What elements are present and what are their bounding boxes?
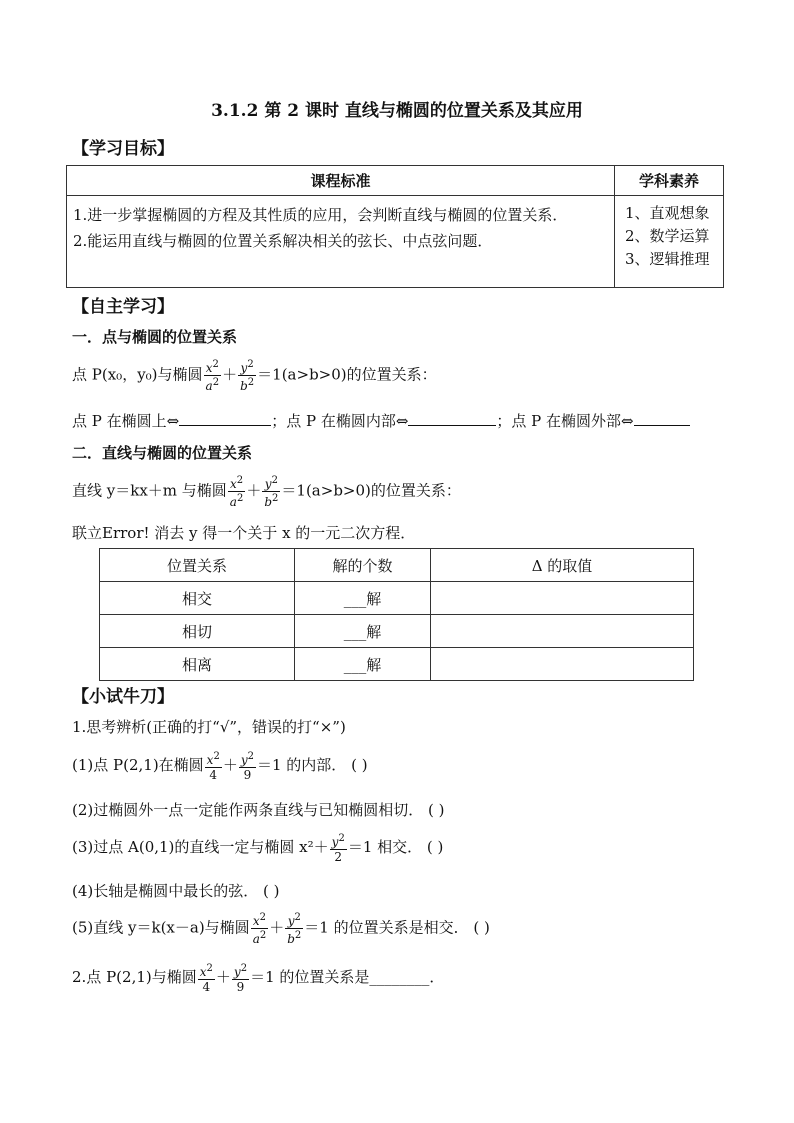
fraction-y2-b2: $\frac{y^2}{b^2}$ (240, 359, 255, 393)
exercise-1-5-prefix: (5)直线 y＝k(x－a)与椭圆 (72, 918, 250, 937)
goals-standards (67, 196, 615, 288)
header-delta: Δ 的取值 (431, 549, 694, 582)
fraction-x2-4: $\frac{x^2}{4}$ (206, 751, 220, 782)
row-delta[interactable] (431, 648, 694, 681)
goals-table (66, 165, 724, 288)
relation-inside: ；点 P 在椭圆内部⇔ (271, 412, 409, 430)
row-count[interactable]: ___解 (295, 648, 431, 681)
part1-intro-suffix: ＝1(a>b>0)的位置关系： (257, 365, 437, 384)
standard-2: 2.能运用直线与椭圆的位置关系解决相关的弦长、中点弦问题． (73, 232, 493, 250)
part2-intro: 直线 y＝kx＋m 与椭圆 $\frac{x^2}{a^2}$ ＋ $\frac{y^2}{b^2}$ ＝1(a>b>0)的位置关系： (72, 475, 461, 509)
fraction-x2-4: $\frac{x^2}{4}$ (199, 963, 213, 994)
exercise-1-2: (2)过椭圆外一点一定能作两条直线与已知椭圆相切． ( ) (72, 801, 445, 819)
literacy-1: 1、直观想象 (625, 204, 710, 222)
literacy-3: 3、逻辑推理 (625, 250, 710, 268)
exercise-2-suffix: ＝1 的位置关系是________． (250, 968, 445, 986)
part2-heading: 二．直线与椭圆的位置关系 (72, 444, 253, 462)
page-title: 3.1.2 第 2 课时 直线与椭圆的位置关系及其应用 (211, 101, 583, 121)
part2-joint: 联立Error! 消去 y 得一个关于 x 的一元二次方程． (72, 524, 416, 542)
exercise-1-5: (5)直线 y＝k(x－a)与椭圆 $\frac{x^2}{a^2}$ ＋ $\frac{y^2}{b^2}$ ＝1 的位置关系是相交． ( ) (72, 912, 490, 946)
fraction-y2-b2: $\frac{y^2}{b^2}$ (264, 475, 279, 509)
row-count[interactable]: ___解 (295, 615, 431, 648)
literacy-2: 2、数学运算 (625, 227, 710, 245)
section-goals: 【学习目标】 (72, 139, 174, 159)
fraction-x2-a2: $\frac{x^2}{a^2}$ (252, 912, 267, 946)
part1-heading: 一．点与椭圆的位置关系 (72, 328, 238, 346)
blank-inside[interactable] (408, 425, 496, 426)
part2-intro-suffix: ＝1(a>b>0)的位置关系： (281, 481, 461, 500)
exercise-1-1-suffix: ＝1 的内部． ( ) (257, 756, 368, 774)
part2-intro-prefix: 直线 y＝kx＋m 与椭圆 (72, 481, 227, 500)
exercise-1-1-prefix: (1)点 P(2,1)在椭圆 (72, 756, 204, 774)
exercise-1-1: (1)点 P(2,1)在椭圆 $\frac{x^2}{4}$ ＋ $\frac{y^2}{9}$ ＝1 的内部． ( ) (72, 751, 368, 782)
header-count: 解的个数 (295, 549, 431, 582)
part1-intro-prefix: 点 (72, 365, 92, 384)
goals-header-standard: 课程标准 (67, 166, 615, 196)
exercise-1-4: (4)长轴是椭圆中最长的弦． ( ) (72, 882, 280, 900)
row-delta[interactable] (431, 615, 694, 648)
fraction-y2-b2: $\frac{y^2}{b^2}$ (287, 912, 302, 946)
row-relation: 相交 (100, 582, 295, 615)
table-row (100, 615, 694, 648)
exercise-1-5-suffix: ＝1 的位置关系是相交． ( ) (304, 918, 490, 937)
blank-outside[interactable] (634, 425, 690, 426)
fraction-x2-a2: $\frac{x^2}{a^2}$ (229, 475, 244, 509)
fraction-y2-9: $\frac{y^2}{9}$ (240, 751, 254, 782)
relation-table (99, 548, 694, 681)
standard-1: 1.进一步掌握椭圆的方程及其性质的应用，会判断直线与椭圆的位置关系． (73, 206, 568, 224)
part1-relations (72, 410, 690, 431)
row-relation: 相切 (100, 615, 295, 648)
section-try: 【小试牛刀】 (72, 687, 174, 707)
relation-outside: ；点 P 在椭圆外部⇔ (496, 412, 634, 430)
fraction-y2-2: $\frac{y^2}{2}$ (331, 833, 345, 864)
exercise-1-3 (72, 832, 443, 864)
exercise-2-prefix: 2.点 P(2,1)与椭圆 (72, 968, 197, 986)
blank-on[interactable] (179, 425, 271, 426)
exercise-1-3-suffix: ＝1 相交． ( ) (347, 838, 444, 856)
part1-intro: 点 P(x₀，y₀)与椭圆 $\frac{x^2}{a^2}$ ＋ $\frac{y^2}{b^2}$ ＝1(a>b>0)的位置关系： (72, 359, 437, 393)
part1-intro-point: P(x₀，y₀)与椭圆 (91, 365, 203, 384)
section-self-study: 【自主学习】 (72, 297, 174, 317)
row-delta[interactable] (431, 582, 694, 615)
exercise-1-3-prefix: (3)过点 A(0,1)的直线一定与椭圆 x²＋ (72, 838, 329, 856)
fraction-y2-9: $\frac{y^2}{9}$ (233, 963, 248, 994)
row-relation: 相离 (100, 648, 295, 681)
table-row (100, 648, 694, 681)
table-row (100, 582, 694, 615)
relation-on: 点 P 在椭圆上⇔ (72, 412, 180, 430)
header-relation: 位置关系 (100, 549, 295, 582)
goals-literacy (615, 196, 724, 288)
fraction-x2-a2: $\frac{x^2}{a^2}$ (205, 359, 220, 393)
exercise-2: 2.点 P(2,1)与椭圆 $\frac{x^2}{4}$ ＋ $\frac{y^2}{9}$ ＝1 的位置关系是________． (72, 963, 445, 994)
row-count[interactable]: ___解 (295, 582, 431, 615)
goals-header-literacy: 学科素养 (615, 166, 724, 196)
exercise-1: 1.思考辨析(正确的打“√”，错误的打“×”) (72, 718, 346, 736)
